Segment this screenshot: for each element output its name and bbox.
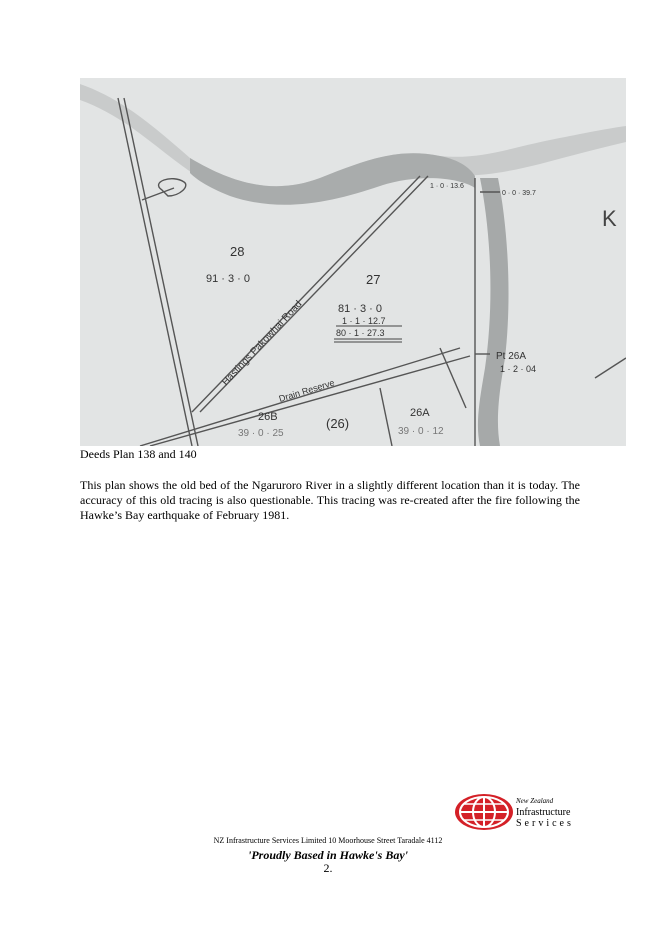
lot-27-area-1: 81 · 3 · 0 [338, 303, 383, 315]
lot-26b-area: 39 · 0 · 25 [238, 428, 284, 439]
logo-line-2: Infrastructure [516, 807, 571, 818]
globe-icon [455, 794, 513, 830]
lot-26-label: (26) [326, 416, 350, 431]
road-name-label: Hastings Pakowhai Road [220, 298, 305, 389]
logo-line-3: Services [516, 818, 574, 829]
lot-26b-label: 26B [258, 411, 278, 423]
edge-letter: K [602, 206, 617, 231]
map-background [80, 78, 626, 446]
page-number: 2. [323, 861, 333, 875]
lot-26a-label: 26A [410, 407, 430, 419]
figure-caption: Deeds Plan 138 and 140 [80, 447, 197, 461]
deeds-plan-figure [80, 78, 626, 446]
lot-26a-area: 39 · 0 · 12 [398, 426, 444, 437]
pt-26a-area: 1 · 2 · 04 [500, 364, 537, 374]
lot-27-area-2: 1 · 1 · 12.7 [342, 316, 386, 326]
lot-27-area-3: 80 · 1 · 27.3 [336, 328, 385, 338]
corner-value: 1 · 0 · 13.6 [430, 183, 464, 190]
deeds-plan-map [80, 78, 626, 446]
logo-line-1: New Zealand [516, 797, 554, 805]
footer-slogan: 'Proudly Based in Hawke's Bay' [247, 848, 408, 862]
lot-28-label: 28 [230, 244, 245, 259]
body-paragraph: This plan shows the old bed of the Ngaruroro River in a slightly different location than it is today. The accuracy of this old tracing is also questionable. This tracing was re-created after the fire following the Hawke’s Bay earthquake of February 1981. [80, 478, 580, 522]
river-top-value: 0 · 0 · 39.7 [502, 190, 536, 197]
footer-address: NZ Infrastructure Services Limited 10 Moorhouse Street Taradale 4112 [213, 836, 443, 845]
logo-wordmark [516, 796, 574, 829]
drain-reserve-label: Drain Reserve [277, 377, 336, 404]
lot-28-area: 91 · 3 · 0 [206, 273, 251, 285]
pt-26a-label: Pt 26A [496, 351, 527, 362]
lot-27-label: 27 [366, 272, 381, 287]
